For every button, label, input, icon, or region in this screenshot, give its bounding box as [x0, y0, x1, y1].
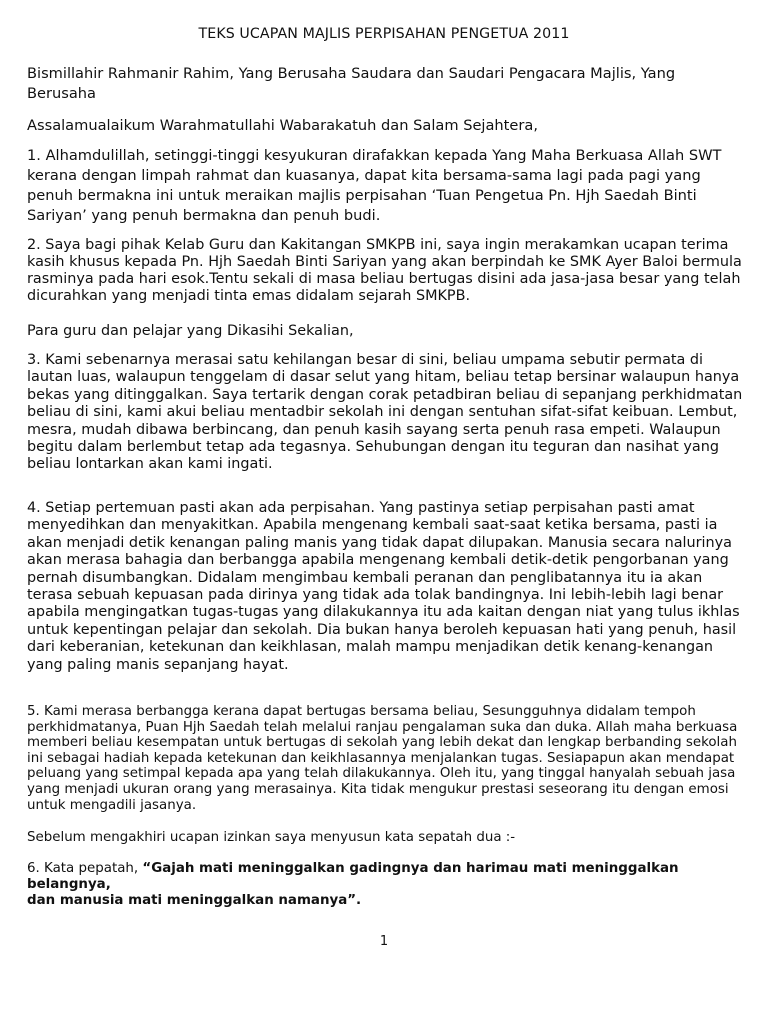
address-line: Para guru dan pelajar yang Dikasihi Sekalian,	[27, 323, 354, 339]
proverb-quote-line-2: dan manusia mati meninggalkan namanya”.	[27, 893, 362, 908]
proverb-quote-line-1: “Gajah mati meninggalkan gadingnya dan harimau mati meninggalkan belangnya,	[27, 861, 679, 892]
closing-intro: Sebelum mengakhiri ucapan izinkan saya menyusun kata sepatah dua :-	[27, 830, 516, 845]
paragraph-1: 1. Alhamdulillah, setinggi-tinggi kesyukuran dirafakkan kepada Yang Maha Berkuasa Allah SWT kerana dengan limpah rahmat dan kuasanya, dapat kita bersama-sama lagi pada pagi yang penuh bermakna ini untuk meraikan majlis perpisahan ‘Tuan Pengetua Pn. Hjh Saedah Binti Sariyan’ yang penuh bermakna dan penuh budi.	[27, 147, 722, 224]
paragraph-3: 3. Kami sebenarnya merasai satu kehilangan besar di sini, beliau umpama sebutir permata di lautan luas, walaupun tenggelam di dasar selut yang hitam, beliau tetap bersinar walaupun hanya bekas yang ditinggalkan. Saya tertarik dengan corak petadbiran beliau di sepanjang perkhidmatan beliau di sini, kami akui beliau mentadbir sekolah ini dengan sentuhan sifat-sifat keibuan. Lembut, mesra, mudah dibawa berbincang, dan penuh kasih sayang serta penuh rasa empeti. Walaupun begitu dalam berlembut tetap ada tegasnya. Sehubungan dengan itu teguran dan nasihat yang beliau lontarkan akan kami ingati.	[27, 352, 743, 473]
page-number: 1	[379, 934, 389, 949]
paragraph-6	[27, 861, 743, 909]
document-title: TEKS UCAPAN MAJLIS PERPISAHAN PENGETUA 2011	[198, 26, 570, 42]
salam-paragraph: Assalamualaikum Warahmatullahi Wabarakatuh dan Salam Sejahtera,	[27, 117, 538, 134]
paragraph-6-prefix: 6. Kata pepatah,	[27, 861, 143, 876]
paragraph-4: 4. Setiap pertemuan pasti akan ada perpisahan. Yang pastinya setiap perpisahan pasti amat menyedihkan dan menyakitkan. Apabila mengenang kembali saat-saat ketika bersama, pasti ia akan menjadi detik kenangan paling manis yang tidak dapat dilupakan. Manusia secara nalurinya akan merasa bahagia dan berbangga apabila mengenang kembali detik-detik pengorbanan yang pernah disumbangkan. Didalam mengimbau kembali peranan dan penglibatannya itu ia akan terasa sebuah kepuasan pada dirinya yang tidak ada tolak bandingnya. Ini lebih-lebih lagi benar apabila mengingatkan tugas-tugas yang dilakukannya itu ada kaitan dengan niat yang tulus ikhlas untuk kepentingan pelajar dan sekolah. Dia bukan hanya beroleh kepuasan hati yang penuh, hasil dari keberanian, ketekunan dan keikhlasan, malah mampu menjadikan detik kenang-kenangan yang paling manis sepanjang hayat.	[27, 500, 740, 673]
paragraph-5: 5. Kami merasa berbangga kerana dapat bertugas bersama beliau, Sesungguhnya didalam tempoh perkhidmatanya, Puan Hjh Saedah telah melalui ranjau pengalaman suka dan duka. Allah maha berkuasa memberi beliau kesempatan untuk bertugas di sekolah yang lebih dekat dan lengkap berbanding sekolah ini sebagai hadiah kepada ketekunan dan keikhlasannya menjalankan tugas. Sesiapapun akan mendapat peluang yang setimpal kepada apa yang telah dilakukannya. Oleh itu, yang tinggal hanyalah sebuah jasa yang menjadi ukuran orang yang merasainya. Kita tidak mengukur prestasi seseorang itu dengan emosi untuk mengadili jasanya.	[27, 704, 738, 813]
paragraph-2: 2. Saya bagi pihak Kelab Guru dan Kakitangan SMKPB ini, saya ingin merakamkan ucapan terima kasih khusus kepada Pn. Hjh Saedah Binti Sariyan yang akan berpindah ke SMK Ayer Baloi bermula rasminya pada hari esok.Tentu sekali di masa beliau bertugas disini ada jasa-jasa besar yang telah dicurahkan yang menjadi tinta emas didalam sejarah SMKPB.	[27, 237, 742, 304]
greeting-paragraph: Bismillahir Rahmanir Rahim, Yang Berusaha Saudara dan Saudari Pengacara Majlis, Yang Berusaha	[27, 65, 676, 102]
